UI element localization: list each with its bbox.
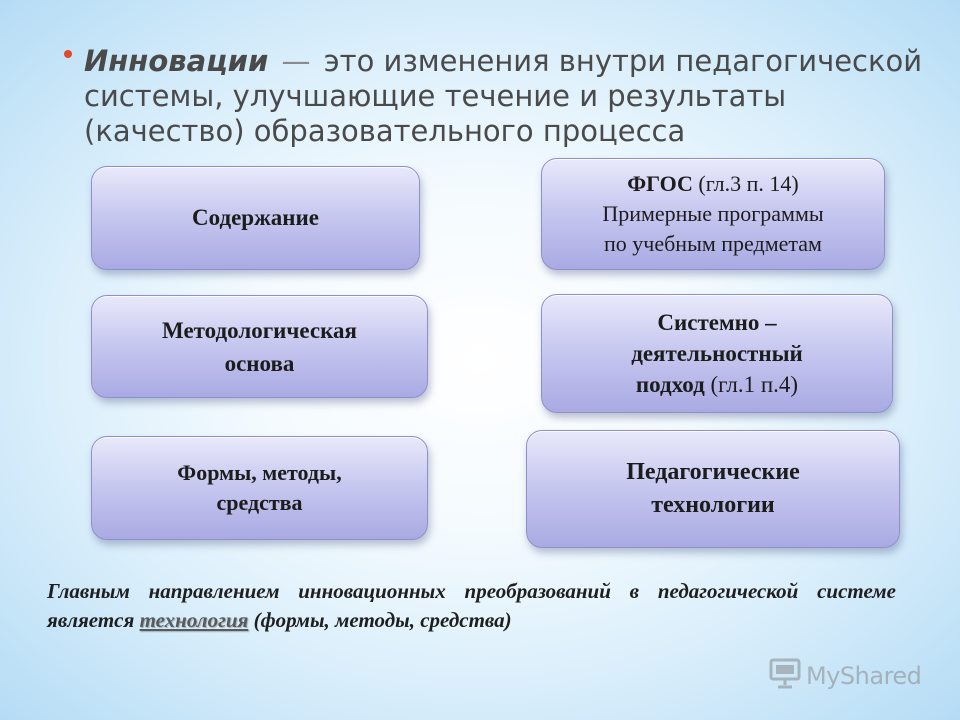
box-approach: [541, 294, 893, 413]
box-content-label: Содержание: [192, 205, 319, 230]
box-approach-ref: (гл.1 п.4): [704, 372, 799, 397]
conclusion-after: (формы, методы, средства): [248, 608, 512, 632]
conclusion-before: Главным направлением инновационных преобразований в педагогической системе является: [47, 579, 896, 632]
heading-term: Инновации: [84, 44, 269, 78]
conclusion-text: [47, 577, 896, 635]
box-fgos-ref: (гл.3 п. 14): [692, 171, 799, 196]
box-methodology-line2: основа: [224, 350, 295, 376]
box-technologies-line2: технологии: [651, 492, 775, 518]
box-fgos-line2: Примерные программы: [602, 201, 824, 226]
box-approach-line1: Системно –: [657, 310, 777, 335]
box-technologies: [526, 430, 900, 548]
box-content: [91, 166, 420, 270]
conclusion-keyword: технология: [139, 608, 249, 632]
box-forms-line1: Формы, методы,: [177, 460, 342, 485]
box-fgos-title: ФГОС: [627, 171, 693, 196]
box-approach-line2: деятельностный: [631, 341, 803, 366]
bullet-dot-icon: [64, 50, 72, 58]
watermark-text: MyShared: [806, 661, 922, 690]
box-fgos: [541, 158, 885, 270]
presentation-board-icon: [768, 656, 802, 695]
box-forms-line2: средства: [216, 490, 303, 515]
heading-definition: это изменения внутри педагогической системы, улучшающие течение и результаты (качество) образовательного процесса: [84, 44, 923, 148]
box-technologies-line1: Педагогические: [626, 459, 800, 485]
box-fgos-line3: по учебным предметам: [604, 231, 822, 256]
heading-dash: —: [281, 44, 311, 78]
watermark: [768, 656, 921, 695]
slide-heading: [84, 44, 924, 149]
box-methodology: [91, 295, 428, 398]
box-approach-line3: подход: [635, 372, 705, 397]
box-methodology-line1: Методологическая: [162, 317, 357, 343]
box-forms: [91, 436, 428, 540]
